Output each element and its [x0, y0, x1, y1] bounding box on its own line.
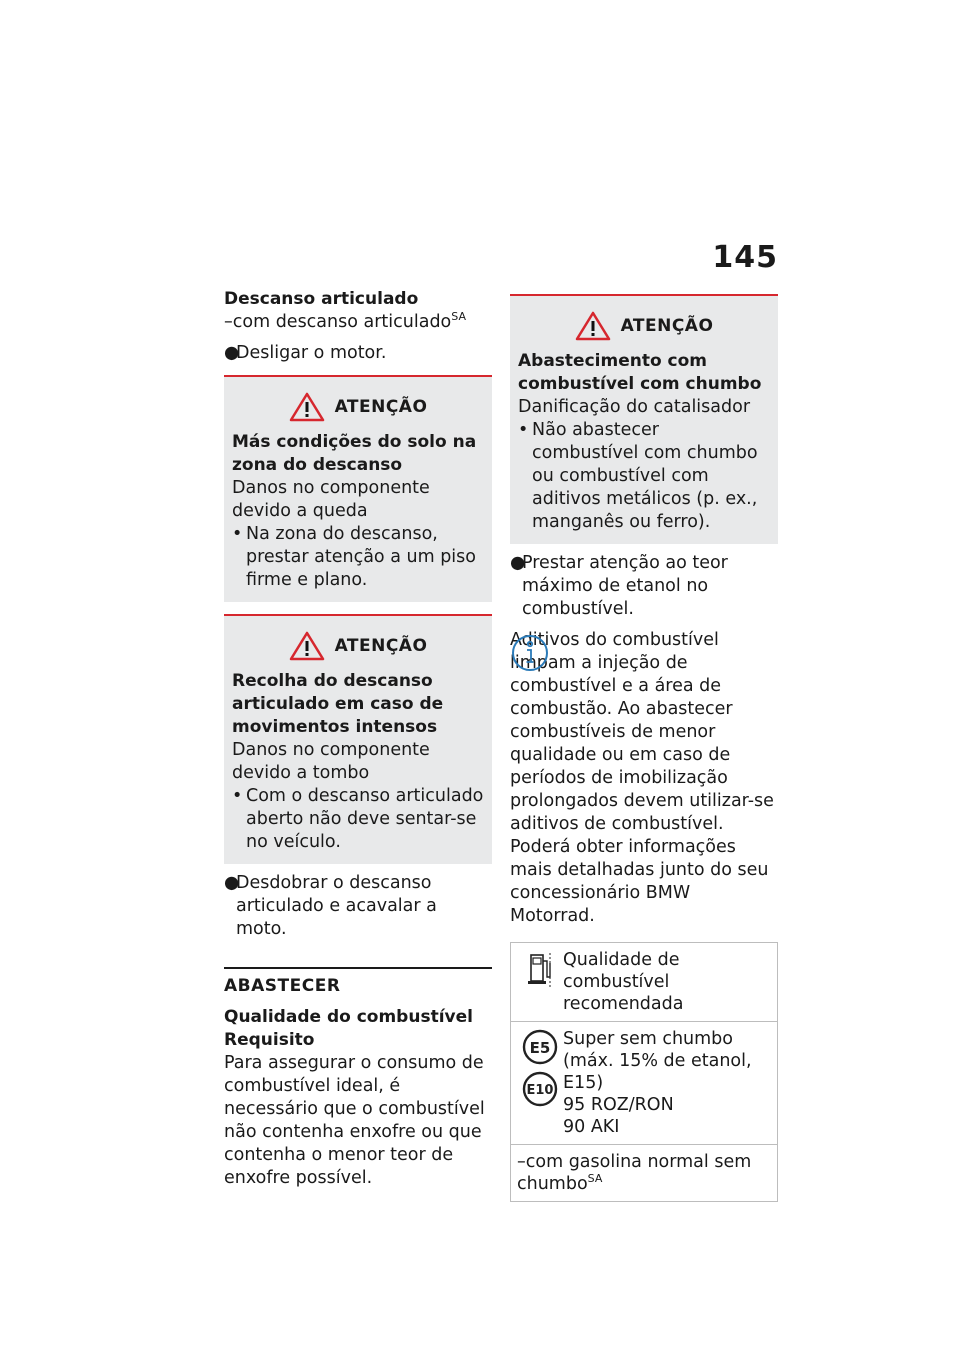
info-text: Aditivos do combustível limpam a injeção de combustível e a área de combustão. Ao abastecer combustíveis de menor qualidade ou em caso de períodos de imobilização prolongados devem utilizar-se aditivos de combustível. Poderá obter informações mais detalhadas junto do seu concessionário BMW Motorrad.	[510, 630, 774, 926]
fuel-option: –com gasolina normal sem chumbo$^{SA}$	[517, 1152, 752, 1194]
table-row	[511, 943, 777, 1022]
step-etanol: ● Prestar atenção ao teor máximo de etanol no combustível.	[510, 553, 728, 619]
sub-heading-qualidade: Qualidade do combustível	[224, 1007, 473, 1027]
warning-consequence: Danos no componente devido a tombo	[232, 740, 430, 783]
warning-consequence: Danificação do catalisador	[518, 397, 751, 417]
left-column	[224, 288, 492, 1190]
right-column	[510, 288, 778, 1202]
e5-label: E5	[529, 1039, 551, 1057]
subheading-descanso: –com descanso articulado$^{SA}$	[224, 310, 466, 332]
table-row	[511, 1145, 777, 1201]
e5-fuel-icon	[520, 1028, 560, 1066]
step-desdobrar: ● Desdobrar o descanso articulado e acavalar a moto.	[224, 873, 437, 939]
section-title: ABASTECER	[224, 976, 341, 996]
section-abastecer	[224, 967, 492, 1190]
warning-title: ATENÇÃO	[620, 316, 714, 336]
heading-descanso: Descanso articulado	[224, 289, 419, 309]
warning-triangle-icon	[289, 631, 325, 661]
page-number: 145	[712, 240, 778, 275]
warning-bullet: • Não abastecer combustível com chumbo ou combustível com aditivos metálicos (p. ex., manganês ou ferro).	[518, 420, 758, 532]
warning-title: ATENÇÃO	[334, 636, 428, 656]
warning-subject: Abastecimento com combustível com chumbo	[518, 351, 762, 394]
requirement-paragraph: Para assegurar o consumo de combustível ideal, é necessário que o combustível não contenha enxofre ou que contenha o menor teor de enxofre possível.	[224, 1053, 485, 1188]
table-row	[511, 1022, 777, 1145]
step-desligar: ● Desligar o motor.	[224, 343, 387, 363]
info-note	[510, 629, 778, 928]
warning-box-3	[510, 294, 778, 544]
warning-triangle-icon	[575, 311, 611, 341]
sub-heading-requisito: Requisito	[224, 1030, 315, 1050]
info-icon	[510, 633, 550, 673]
warning-box-1	[224, 375, 492, 602]
warning-subject: Recolha do descanso articulado em caso de movimentos intensos	[232, 671, 444, 737]
e10-fuel-icon	[520, 1070, 560, 1108]
warning-subject: Más condições do solo na zona do descanso	[232, 432, 477, 475]
warning-box-2	[224, 614, 492, 864]
warning-triangle-icon	[289, 392, 325, 422]
fuel-quality-table	[510, 942, 778, 1202]
warning-consequence: Danos no componente devido a queda	[232, 478, 430, 521]
warning-title: ATENÇÃO	[334, 397, 428, 417]
warning-bullet: • Na zona do descanso, prestar atenção a um piso firme e plano.	[232, 524, 476, 590]
recommended-fuel-label: Qualidade de combustível recomendada	[563, 950, 684, 1014]
e10-label: E10	[526, 1083, 554, 1098]
warning-bullet: • Com o descanso articulado aberto não deve sentar-se no veículo.	[232, 786, 484, 852]
fuel-pump-icon	[525, 949, 555, 989]
fuel-spec: Super sem chumbo (máx. 15% de etanol, E15) 95 ROZ/RON 90 AKI	[563, 1029, 752, 1137]
